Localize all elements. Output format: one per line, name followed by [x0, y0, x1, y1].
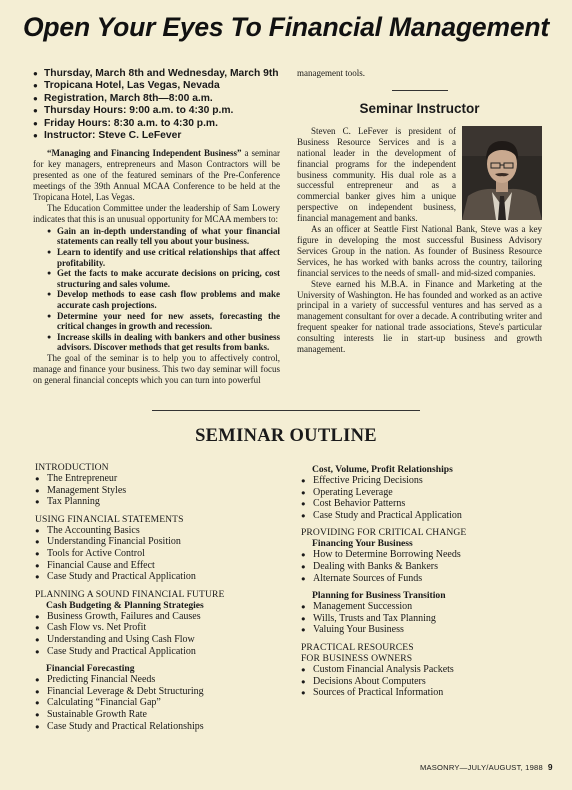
outline-section: [301, 527, 551, 584]
outline-item: ● Business Growth, Failures and Causes: [35, 611, 285, 623]
goal-paragraph-continuation: management tools.: [297, 68, 365, 78]
outline-list: [35, 674, 285, 732]
intro-text: [33, 148, 280, 385]
section-divider: [152, 410, 420, 411]
goal-paragraph: The goal of the seminar is to help you to affectively control, manage and finance your business. This two day seminar will focus on general financial concepts which you can turn into powerful: [33, 352, 280, 385]
fact-item: ● Thursday Hours: 9:00 a.m. to 4:30 p.m.: [33, 105, 280, 117]
outline-item: ● The Entrepreneur: [35, 473, 285, 485]
outline-item: ● Case Study and Practical Application: [301, 510, 551, 522]
outline-item: ● Dealing with Banks & Bankers: [301, 561, 551, 573]
outline-list: [301, 549, 551, 584]
outline-item: ● Management Succession: [301, 601, 551, 613]
fact-item: ● Instructor: Steve C. LeFever: [33, 130, 280, 142]
outline-item: ● Valuing Your Business: [301, 624, 551, 636]
outline-section-heading: Planning for Business Transition: [312, 590, 446, 602]
goal-item: ● Increase skills in dealing with bankers and other business advisors. Discover methods that get results from banks.: [47, 332, 280, 353]
outline-item: ● Tools for Active Control: [35, 548, 285, 560]
outline-item: ● Management Styles: [35, 485, 285, 497]
outline-item: ● Understanding Financial Position: [35, 536, 285, 548]
outline-section-heading: USING FINANCIAL STATEMENTS: [35, 513, 184, 525]
outline-item: ● Effective Pricing Decisions: [301, 475, 551, 487]
page-title: Open Your Eyes To Financial Management: [23, 12, 549, 42]
outline-list: [301, 664, 551, 699]
outline-item: ● Cost Behavior Patterns: [301, 498, 551, 510]
outline-item: ● Wills, Trusts and Tax Planning: [301, 613, 551, 625]
outline-section-subheading: Financing Your Business: [312, 538, 413, 550]
outline-item: ● Predicting Financial Needs: [35, 674, 285, 686]
goal-item: ● Get the facts to make accurate decisions on pricing, cost structuring and sales volume.: [47, 268, 280, 289]
outline-section: [35, 663, 285, 732]
goal-item: ● Develop methods to ease cash flow problems and make accurate cash projections.: [47, 289, 280, 310]
outline-section-heading: PLANNING A SOUND FINANCIAL FUTURE: [35, 588, 225, 600]
outline-item: ● Calculating “Financial Gap”: [35, 697, 285, 709]
divider: [392, 90, 448, 91]
outline-section-heading: INTRODUCTION: [35, 462, 109, 473]
instructor-bio-paragraph-2: As an officer at Seattle First National Bank, Steve was a key figure in developing the most successful Business Advisory Services Group in the nation. As founder of Business Resource Services, he has worked with banks across the country, tailoring financial services to the needs of small- and mid-sized companies.: [297, 224, 542, 278]
outline-item: ● Understanding and Using Cash Flow: [35, 634, 285, 646]
outline-title: SEMINAR OUTLINE: [195, 426, 377, 446]
outline-item: ● Case Study and Practical Relationships: [35, 721, 285, 733]
outline-item: ● Financial Leverage & Debt Structuring: [35, 686, 285, 698]
outline-item: ● The Accounting Basics: [35, 525, 285, 537]
goal-item: ● Gain an in-depth understanding of what your financial statements can really tell you about your business.: [47, 226, 280, 247]
outline-section: [301, 642, 551, 699]
seminar-name: “Managing and Financing Independent Business”: [47, 148, 242, 159]
fact-item: ● Friday Hours: 8:30 a.m. to 4:30 p.m.: [33, 118, 280, 130]
outline-right-column: [301, 464, 551, 705]
outline-section: [35, 589, 285, 657]
instructor-bio-paragraph-1: Steven C. LeFever is president of Business Resource Services and is a national leader in the development of financial programs for the independent business community. His dual role as a successful entrepreneur and as a commercial banker gives him a unique perspective on independent business, financial management and banks.: [297, 125, 456, 224]
outline-section-heading: PRACTICAL RESOURCES: [301, 641, 414, 653]
outline-item: ● How to Determine Borrowing Needs: [301, 549, 551, 561]
outline-section-heading: Financial Forecasting: [46, 663, 135, 675]
outline-section: [301, 590, 551, 636]
fact-item: ● Thursday, March 8th and Wednesday, March 9th: [33, 68, 280, 80]
outline-list: [301, 475, 551, 521]
outline-item: ● Cash Flow vs. Net Profit: [35, 622, 285, 634]
page-number: 9: [547, 762, 553, 772]
outline-item: ● Case Study and Practical Application: [35, 571, 285, 583]
instructor-photo: [462, 126, 542, 220]
outline-item: ● Case Study and Practical Application: [35, 646, 285, 658]
portrait-image: [462, 126, 542, 220]
page-footer: [420, 762, 553, 772]
outline-item: ● Tax Planning: [35, 496, 285, 508]
outline-list: [35, 525, 285, 583]
outline-list: [35, 473, 285, 508]
outline-section: [301, 464, 551, 521]
fact-item: ● Tropicana Hotel, Las Vegas, Nevada: [33, 80, 280, 92]
intro-sentence: a seminar for key managers, entrepreneurs and Mason Contractors will be presented as one of the featured seminars of the Pre-Conference meetings of the 39th Annual MCAA Conference to be held at the Tropicana Hotel, Las Vegas.: [33, 148, 280, 203]
outline-list: [35, 611, 285, 657]
outline-section: [35, 462, 285, 508]
outline-item: ● Financial Cause and Effect: [35, 560, 285, 572]
event-facts-list: [33, 68, 280, 142]
footer-publication: MASONRY—JULY/AUGUST, 1988: [420, 763, 543, 772]
instructor-bio-paragraph-3: Steve earned his M.B.A. in Finance and Marketing at the University of Washington. He has founded and worked as an active principal in a variety of successful ventures and has served as a management consultant for over a decade. A contributing writer and frequent speaker for national trade associations, Steve's particular consulting interests lie in start-up business and growth management.: [297, 278, 542, 355]
outline-item: ● Decisions About Computers: [301, 676, 551, 688]
instructor-heading: Seminar Instructor: [359, 100, 480, 116]
intro-paragraph: [33, 148, 280, 203]
outline-section-heading: Cost, Volume, Profit Relationships: [312, 464, 453, 475]
goals-list: [47, 226, 280, 353]
outline-item: ● Operating Leverage: [301, 487, 551, 499]
goal-item: ● Determine your need for new assets, forecasting the critical changes in growth and recession.: [47, 311, 280, 332]
outline-item: ● Alternate Sources of Funds: [301, 573, 551, 585]
goal-item: ● Learn to identify and use critical relationships that affect profitability.: [47, 247, 280, 268]
outline-list: [301, 601, 551, 636]
outline-left-column: [35, 462, 285, 738]
outline-section-subheading: FOR BUSINESS OWNERS: [301, 652, 413, 664]
fact-item: ● Registration, March 8th—8:00 a.m.: [33, 93, 280, 105]
outline-section-heading: PROVIDING FOR CRITICAL CHANGE: [301, 527, 467, 539]
left-column: [33, 68, 280, 386]
outline-item: ● Sustainable Growth Rate: [35, 709, 285, 721]
right-column: [297, 68, 542, 355]
committee-paragraph: The Education Committee under the leadership of Sam Lowery indicates that this is an unusual opportunity for MCAA members to:: [33, 202, 280, 224]
outline-item: ● Custom Financial Analysis Packets: [301, 664, 551, 676]
outline-section: [35, 514, 285, 583]
outline-item: ● Sources of Practical Information: [301, 687, 551, 699]
outline-section-subheading: Cash Budgeting & Planning Strategies: [46, 599, 204, 611]
goal-paragraph-continued: [297, 68, 542, 79]
